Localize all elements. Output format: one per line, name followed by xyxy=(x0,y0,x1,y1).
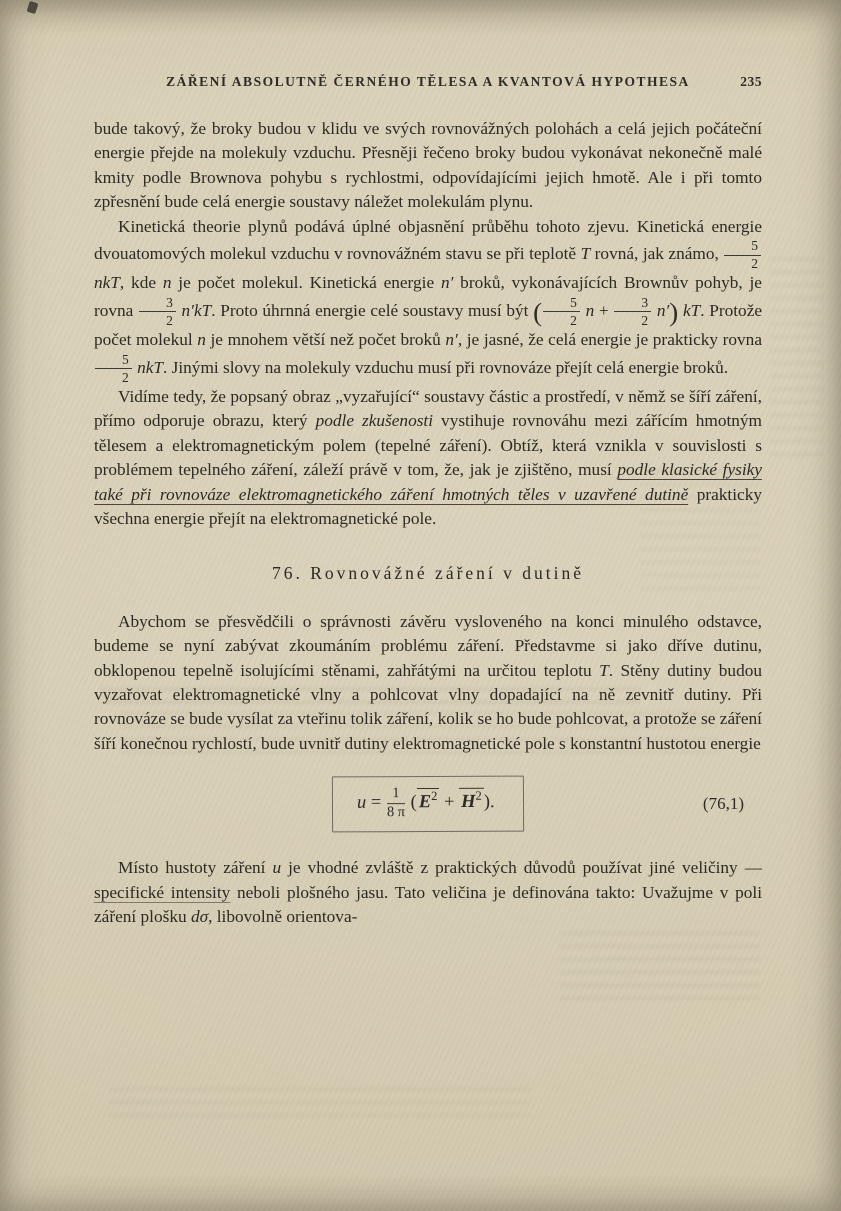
showthrough-smudge xyxy=(770,258,822,458)
text-segment-var: n′ xyxy=(445,330,458,350)
text-segment: je počet molekul. Kinetická energie xyxy=(171,273,441,293)
equation xyxy=(332,776,524,833)
section-heading: 76. Rovnovážné záření v dutině xyxy=(271,563,585,584)
paragraph-4 xyxy=(94,610,762,756)
inline-fraction: $\frac{5}{2}$ xyxy=(94,353,133,385)
text-segment-var: n xyxy=(585,300,595,320)
page-number: 235 xyxy=(740,74,762,89)
inline-fraction: $\frac{5}{2}$ xyxy=(723,239,762,271)
equation-block xyxy=(94,776,762,832)
text-segment-u: specifické intensity xyxy=(94,882,231,902)
text-segment: je vhodné zvláště z praktických důvodů používat jiné veličiny — xyxy=(281,858,762,878)
text-segment-var: n′ xyxy=(440,273,454,293)
mean-square-term: $H^2$ xyxy=(459,788,484,813)
text-segment: Vidíme tedy, že popsaný obraz „vyzařující“ soustavy částic a prostředí, v němž se šíří záření, přímo odporuje obrazu, který xyxy=(94,386,762,431)
text-segment: . Stěny dutiny budou vyzařovat elektromagnetické vlny a pohlcovat vlny dopadající na ně zevnitř dutiny. Při rovnováze se bude vysílat za vteřinu tolik záření, kolik se ho bude pohlcovat, a protože se záření šíří konečnou rychlostí, bude uvnitř dutiny elektromagnetické pole s konstantní hustotou energie xyxy=(94,660,762,753)
paragraph-2 xyxy=(94,215,762,385)
inline-fraction: $\frac{1}{8 \pi}$ xyxy=(387,785,406,821)
text-segment-var: n xyxy=(162,273,172,293)
text-block xyxy=(94,74,762,930)
text-segment: ( xyxy=(406,792,418,813)
text-segment: je mnohem větší než počet broků xyxy=(205,330,446,350)
text-segment: Místo hustoty záření xyxy=(118,858,273,878)
running-header xyxy=(94,74,762,90)
paragraph-5 xyxy=(94,856,762,929)
running-header-title: ZÁŘENÍ ABSOLUTNĚ ČERNÉHO TĚLESA A KVANTOVÁ HYPOTHESA xyxy=(166,74,690,89)
text-segment: Kinetická theorie plynů podává úplné objasnění průběhu tohoto zjevu. Kinetická energie dvouatomových molekul vzduchu v rovnovážném stavu se při teplotě xyxy=(94,216,762,264)
inline-fraction: $\frac{3}{2}$ xyxy=(138,296,177,328)
text-segment: bude takový, že broky budou v klidu ve svých rovnovážných polohách a celá jejich počáteční energie přejde na molekuly vzduchu. Přesněji řečeno broky budou vykonávat nekonečně malé kmity podle Brownova pohybu s rychlostmi, odpovídajícími jejich hmotě. Ale i při tomto zpřesnění bude celá energie soustavy náležet molekulám plynu. xyxy=(94,119,762,212)
text-segment-var: T xyxy=(580,244,591,264)
showthrough-smudge xyxy=(560,932,760,1002)
ink-speck xyxy=(27,1,39,14)
text-segment: , je jasné, že celá energie je prakticky rovna xyxy=(457,330,762,350)
text-segment: + xyxy=(439,792,460,813)
showthrough-smudge xyxy=(110,1088,530,1118)
text-segment-bigparen: ) xyxy=(669,296,679,327)
text-segment: , kde xyxy=(119,273,163,293)
text-segment: . Protože počet molekul xyxy=(94,300,763,350)
text-segment: ). xyxy=(483,792,495,813)
text-segment-bigparen: ( xyxy=(533,296,543,327)
inline-fraction: $\frac{5}{2}$ xyxy=(542,296,581,328)
mean-square-term: $E^2$ xyxy=(417,788,440,813)
text-segment-var: dσ xyxy=(190,907,209,927)
text-segment: + xyxy=(594,300,614,320)
text-segment: = xyxy=(366,792,387,813)
text-segment: rovná, jak známo, xyxy=(590,244,724,264)
text-segment: vystihuje rovnováhu mezi zářícím hmotným tělesem a elektromagnetickým polem (tepelné záření). Obtíž, která vznikla v souvislosti s problémem tepelného záření, záleží právě v tom, že, jak je zjištěno, musí xyxy=(94,411,762,480)
text-segment-var: n xyxy=(197,330,206,350)
text-segment: broků, vykonávajících Brownův pohyb, je rovna xyxy=(94,273,762,320)
text-segment-var: kT xyxy=(682,300,701,320)
text-segment-var: u xyxy=(272,858,282,878)
inline-fraction: $\frac{3}{2}$ xyxy=(613,296,652,328)
text-segment: Abychom se přesvědčili o správnosti závěru vysloveného na konci minulého odstavce, budeme se nyní zabývat zkoumáním problému záření. Představme si jako dříve dutinu, obklopenou tepelně isolujícími stěnami, zahřátými na určitou teplotu xyxy=(94,611,762,680)
text-segment-var: u xyxy=(357,792,367,813)
text-segment-em: podle zkušenosti xyxy=(315,411,434,431)
text-segment: neboli plošného jasu. Tato veličina je definována takto: Uvažujme v poli záření plošku xyxy=(94,882,762,927)
equation-number: (76,1) xyxy=(702,794,744,814)
text-segment: prakticky všechna energie přejít na elektromagnetické pole. xyxy=(94,484,762,528)
paragraph-3 xyxy=(94,385,762,531)
text-segment-var: T xyxy=(599,660,609,680)
text-segment: . Jinými slovy na molekuly vzduchu musí při rovnováze přejít celá energie broků. xyxy=(163,357,729,377)
text-segment-emu: podle klasické fysiky také při rovnováze elektromagnetického záření hmotných těles v uzavřené dutině xyxy=(94,460,762,504)
text-segment-var: n′kT xyxy=(181,300,212,320)
page-body xyxy=(94,117,762,930)
text-segment: . Proto úhrnná energie celé soustavy musí být xyxy=(211,300,534,320)
text-segment-var: nkT xyxy=(94,273,120,293)
text-segment-var: n′ xyxy=(656,300,670,320)
text-segment: , libovolně orientova- xyxy=(208,907,358,927)
paragraph-1 xyxy=(94,117,762,215)
text-segment-var: nkT xyxy=(137,357,163,377)
